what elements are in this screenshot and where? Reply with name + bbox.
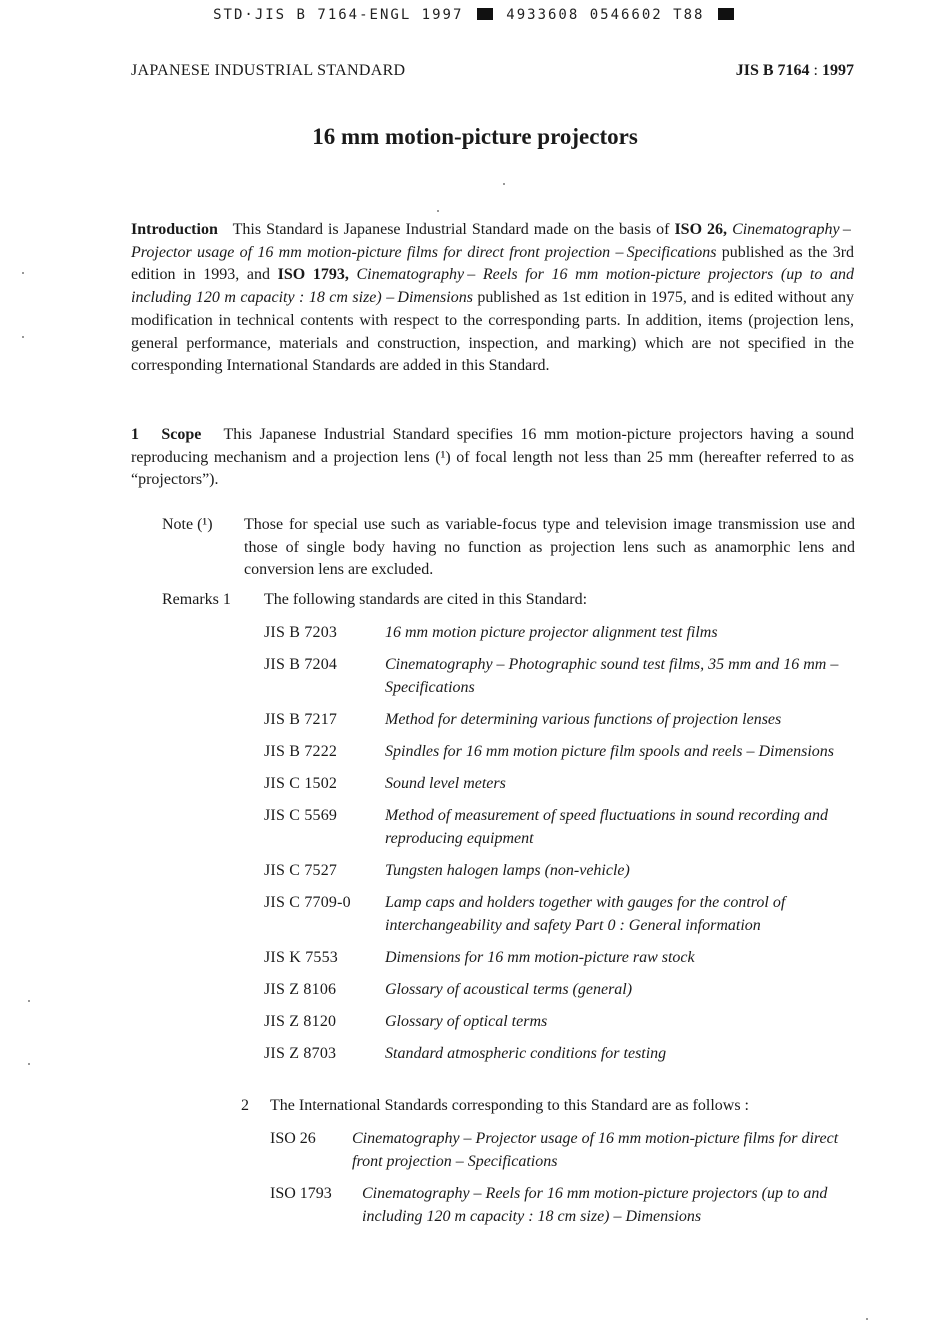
standard-code: JIS B 7203 — [264, 624, 338, 641]
standard-code: JIS C 7709-0 — [264, 894, 351, 912]
standard-title: Dimensions for 16 mm motion-picture raw stock — [385, 948, 695, 966]
list-item — [270, 1183, 870, 1228]
stamp-code: STD·JIS B 7164-ENGL 1997 — [213, 7, 464, 23]
scan-speck — [866, 1318, 868, 1320]
scan-speck — [437, 210, 439, 212]
standard-code: JIS C 1502 — [264, 775, 338, 793]
list-item — [264, 1011, 864, 1034]
list-item — [264, 622, 864, 645]
introduction-paragraph — [131, 219, 854, 378]
list-item — [264, 654, 864, 699]
header-year: 1997 — [822, 62, 854, 79]
standard-title: Glossary of optical terms — [385, 1013, 548, 1031]
intro-text-1: This Standard is Japanese Industrial Standard made on the basis of — [232, 221, 670, 238]
note-text: Those for special use such as variable-focus type and television image transmission use and those of single body having no function as projection lens such as anamorphic lens and conversion lens are excluded. — [244, 516, 855, 579]
standard-code: JIS Z 8703 — [264, 1045, 337, 1063]
header-standard-type: JAPANESE INDUSTRIAL STANDARD — [131, 62, 406, 79]
standard-title: Method of measurement of speed fluctuations in sound recording and reproducing equipment — [385, 807, 829, 847]
iso-code: ISO 26 — [270, 1130, 316, 1147]
standard-title: 16 mm motion picture projector alignment test films — [385, 624, 718, 641]
list-item — [264, 741, 864, 764]
list-item — [264, 892, 864, 937]
list-item — [264, 773, 864, 796]
remarks-intro: The following standards are cited in this Standard: — [264, 591, 588, 608]
header-code: JIS B 7164 — [735, 62, 810, 79]
standard-title: Sound level meters — [385, 775, 506, 793]
stamp-serial: 4933608 0546602 T88 — [506, 7, 705, 23]
cited-standards-list — [264, 622, 864, 1075]
note-footnote — [162, 514, 855, 582]
list-item — [264, 860, 864, 883]
international-standards-list — [270, 1128, 870, 1238]
standard-code: JIS Z 8120 — [264, 1013, 337, 1031]
intro-iso26-title: Cinematography – Projector usage of 16 mm motion-picture films for direct front projection – Specifications — [131, 221, 855, 261]
standard-title: Method for determining various functions of projection lenses — [385, 710, 782, 728]
list-item — [264, 709, 864, 732]
list-item — [264, 1043, 864, 1066]
list-item — [264, 947, 864, 970]
scan-speck — [22, 336, 24, 338]
scan-speck — [28, 1000, 30, 1002]
standard-title: Glossary of acoustical terms (general) — [385, 980, 633, 998]
intro-iso26-ref: ISO 26, — [674, 221, 728, 238]
standard-title: Lamp caps and holders together with gauges for the control of interchangeability and safety Part 0 : General information — [385, 894, 786, 934]
standard-code: JIS K 7553 — [264, 948, 339, 966]
introduction-heading: Introduction — [131, 221, 218, 238]
header-separator: : — [809, 62, 822, 79]
page-title: 16 mm motion-picture projectors — [312, 124, 638, 149]
standard-code: JIS B 7222 — [264, 742, 338, 760]
header-standard-code — [736, 62, 854, 80]
list-item — [264, 979, 864, 1002]
scope-number: 1 — [131, 426, 139, 443]
iso-code: ISO 1793 — [270, 1184, 332, 1202]
list-item — [264, 805, 864, 850]
remarks-label: Remarks 1 — [162, 591, 231, 608]
standard-code: JIS C 7527 — [264, 861, 338, 879]
note-label: Note (¹) — [162, 516, 213, 533]
scope-paragraph — [131, 424, 854, 492]
standard-title: Cinematography – Photographic sound test films, 35 mm and 16 mm – Specifications — [385, 656, 839, 696]
scope-text: This Japanese Industrial Standard specifies 16 mm motion-picture projectors having a sound reproducing mechanism and a projection lens (¹) of focal length not less than 25 mm (hereafter referred to as “projectors”). — [131, 426, 854, 489]
intro-text-3: published as 1st edition in 1975, and is edited without any modification in technical contents with respect to the corresponding parts. In addition, items (projection lens, general performance, materials and construction, inspection, and marking) which are not specified in the corresponding International Standards are added in this Standard. — [131, 289, 854, 375]
standard-code: JIS Z 8106 — [264, 980, 337, 998]
intro-iso1793-ref: ISO 1793, — [277, 266, 349, 284]
scan-speck — [28, 1063, 30, 1065]
standard-code: JIS C 5569 — [264, 807, 338, 825]
standard-code: JIS B 7204 — [264, 656, 338, 674]
remarks-2-intro: The International Standards corresponding to this Standard are as follows : — [270, 1097, 749, 1114]
list-item — [270, 1128, 870, 1173]
document-stamp — [0, 7, 950, 23]
black-block-icon — [477, 8, 493, 20]
intro-iso1793-title: Cinematography – Reels for 16 mm motion-picture projectors (up to and including 120 m capacity : 18 cm size) – Dimensions — [131, 266, 855, 307]
scope-heading: Scope — [161, 426, 202, 443]
iso-title: Cinematography – Projector usage of 16 mm motion-picture films for direct front projection – Specifications — [352, 1130, 839, 1170]
scan-speck — [503, 183, 505, 185]
standard-code: JIS B 7217 — [264, 710, 338, 728]
intro-text-2: published as the 3rd edition in 1993, and — [131, 243, 855, 284]
standard-title: Standard atmospheric conditions for testing — [385, 1045, 667, 1063]
scan-speck — [22, 272, 24, 274]
standard-title: Spindles for 16 mm motion picture film spools and reels – Dimensions — [385, 742, 835, 760]
iso-title: Cinematography – Reels for 16 mm motion-picture projectors (up to and including 120 m capacity : 18 cm size) – Dimensions — [362, 1184, 828, 1225]
remarks-2-number: 2 — [241, 1097, 249, 1114]
black-block-icon — [718, 8, 734, 20]
standard-title: Tungsten halogen lamps (non-vehicle) — [385, 861, 630, 879]
